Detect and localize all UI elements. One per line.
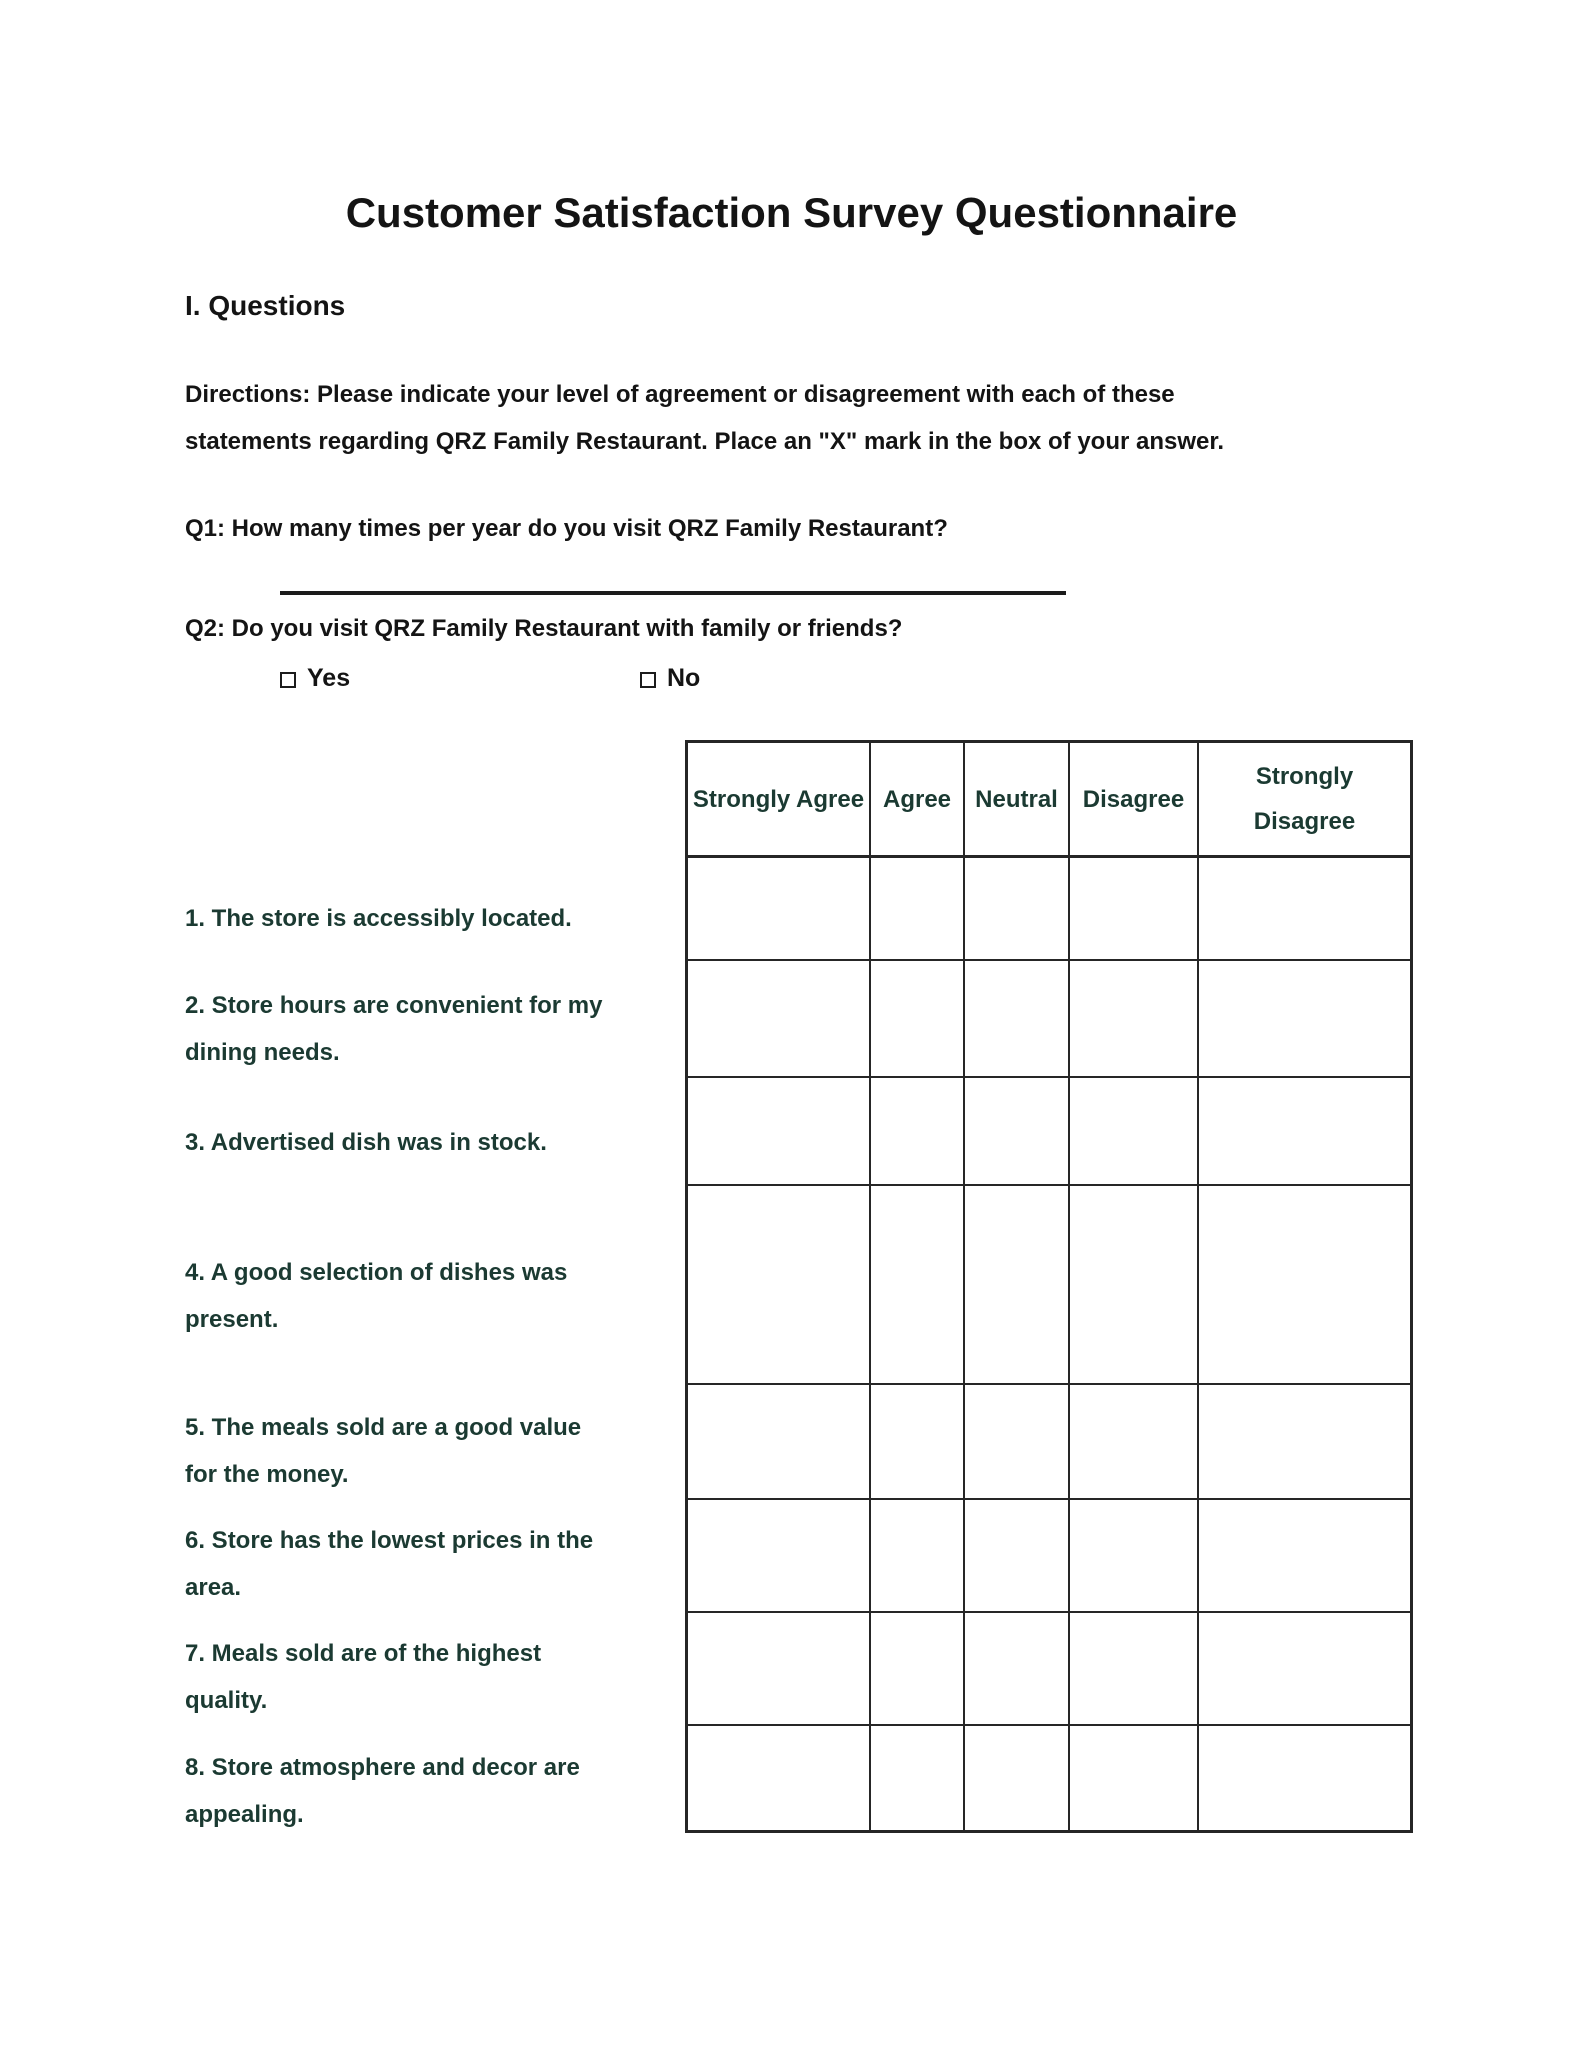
no-checkbox[interactable] [640,672,656,688]
yes-checkbox-label: Yes [307,664,351,692]
answer-cell-row2-col1[interactable] [688,961,871,1078]
section-heading: I. Questions [185,290,346,321]
answer-cell-row8-col2[interactable] [871,1726,965,1830]
answer-cell-row1-col2[interactable] [871,858,965,961]
answer-cell-row3-col3[interactable] [965,1078,1070,1186]
answer-cell-row2-col5[interactable] [1199,961,1410,1078]
answer-cell-row7-col2[interactable] [871,1613,965,1726]
statement-1: 1. The store is accessibly located. [185,905,572,932]
answer-cell-row5-col5[interactable] [1199,1385,1410,1500]
answer-cell-row6-col4[interactable] [1070,1500,1199,1613]
answer-cell-row8-col5[interactable] [1199,1726,1410,1830]
q2-option-yes[interactable] [280,664,350,693]
col-header-disagree: Disagree [1070,743,1199,858]
answer-cell-row5-col4[interactable] [1070,1385,1199,1500]
answer-cell-row4-col3[interactable] [965,1186,1070,1385]
answer-cell-row1-col3[interactable] [965,858,1070,961]
answer-cell-row6-col3[interactable] [965,1500,1070,1613]
directions-line-2: statements regarding QRZ Family Restaurant. Place an "X" mark in the box of your answer. [185,428,1225,455]
answer-cell-row2-col3[interactable] [965,961,1070,1078]
q1-answer-blank-line[interactable] [280,591,1066,595]
col-header-neutral: Neutral [965,743,1070,858]
answer-cell-row5-col1[interactable] [688,1385,871,1500]
answer-cell-row3-col5[interactable] [1199,1078,1410,1186]
answer-cell-row4-col5[interactable] [1199,1186,1410,1385]
col-header-strongly-agree: Strongly Agree [688,743,871,858]
answer-cell-row3-col4[interactable] [1070,1078,1199,1186]
question-1-label: Q1: How many times per year do you visit QRZ Family Restaurant? [185,515,948,542]
no-checkbox-label: No [667,664,701,692]
answer-cell-row8-col1[interactable] [688,1726,871,1830]
answer-cell-row4-col2[interactable] [871,1186,965,1385]
statement-4: 4. A good selection of dishes was present. [185,1259,568,1333]
statement-2: 2. Store hours are convenient for my dining needs. [185,992,603,1066]
statement-3: 3. Advertised dish was in stock. [185,1129,547,1156]
page-title: Customer Satisfaction Survey Questionnaire [345,189,1238,236]
directions-paragraph [185,371,1224,465]
question-2-label: Q2: Do you visit QRZ Family Restaurant with family or friends? [185,615,903,642]
answer-cell-row1-col4[interactable] [1070,858,1199,961]
statement-7: 7. Meals sold are of the highest quality. [185,1640,542,1714]
statement-6: 6. Store has the lowest prices in the area. [185,1527,594,1601]
answer-cell-row7-col1[interactable] [688,1613,871,1726]
statement-5: 5. The meals sold are a good value for the money. [185,1414,582,1488]
answer-cell-row5-col3[interactable] [965,1385,1070,1500]
answer-cell-row6-col5[interactable] [1199,1500,1410,1613]
answer-cell-row8-col4[interactable] [1070,1726,1199,1830]
rating-table [685,740,1413,1833]
q2-option-no[interactable] [640,664,700,693]
answer-cell-row7-col3[interactable] [965,1613,1070,1726]
answer-cell-row1-col1[interactable] [688,858,871,961]
answer-cell-row3-col2[interactable] [871,1078,965,1186]
col-header-strongly-disagree: Strongly Disagree [1199,743,1410,858]
directions-line-1: Directions: Please indicate your level of agreement or disagreement with each of these [185,381,1175,408]
col-header-agree: Agree [871,743,965,858]
answer-cell-row2-col4[interactable] [1070,961,1199,1078]
answer-cell-row3-col1[interactable] [688,1078,871,1186]
answer-cell-row1-col5[interactable] [1199,858,1410,961]
answer-cell-row7-col5[interactable] [1199,1613,1410,1726]
answer-cell-row2-col2[interactable] [871,961,965,1078]
answer-cell-row7-col4[interactable] [1070,1613,1199,1726]
answer-cell-row8-col3[interactable] [965,1726,1070,1830]
answer-cell-row5-col2[interactable] [871,1385,965,1500]
statement-8: 8. Store atmosphere and decor are appealing. [185,1754,580,1828]
answer-cell-row4-col1[interactable] [688,1186,871,1385]
answer-cell-row4-col4[interactable] [1070,1186,1199,1385]
answer-cell-row6-col1[interactable] [688,1500,871,1613]
answer-cell-row6-col2[interactable] [871,1500,965,1613]
yes-checkbox[interactable] [280,672,296,688]
